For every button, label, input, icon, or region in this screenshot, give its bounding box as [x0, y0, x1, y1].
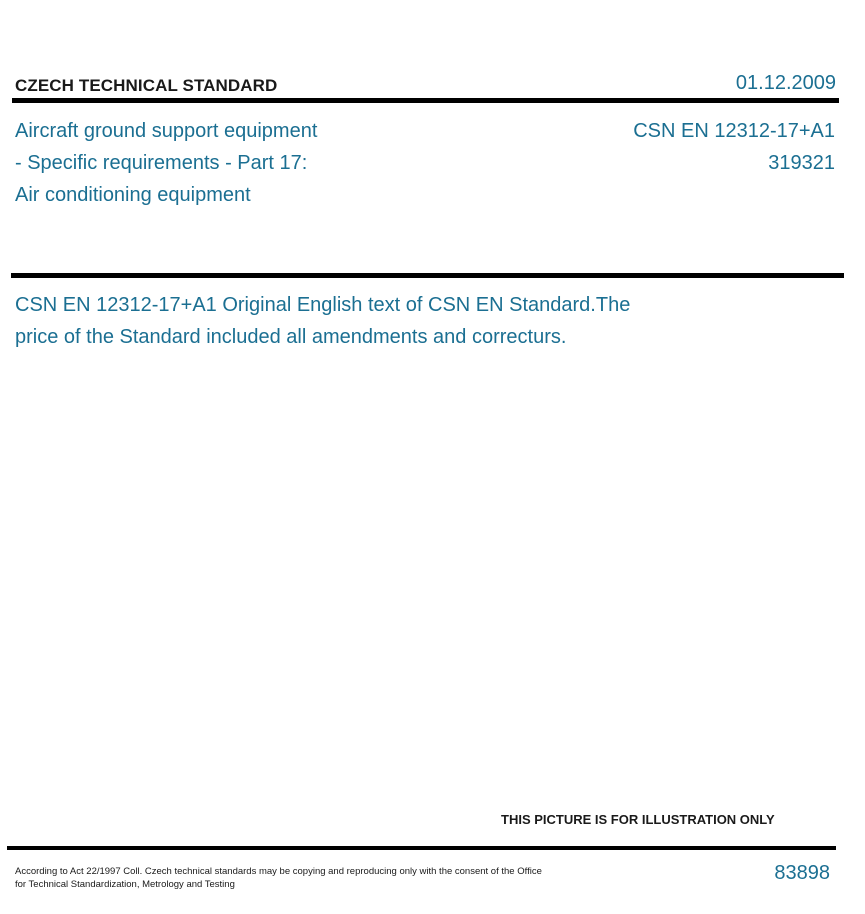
title-line: Aircraft ground support equipment — [15, 120, 318, 142]
middle-divider — [11, 273, 844, 278]
bottom-divider — [7, 846, 836, 850]
title-line: Air conditioning equipment — [15, 184, 251, 206]
title-line: - Specific requirements - Part 17: — [15, 152, 308, 174]
description-line: CSN EN 12312-17+A1 Original English text of CSN EN Standard.The — [15, 294, 631, 316]
catalog-code: 83898 — [774, 862, 830, 884]
standard-identifiers — [633, 115, 835, 179]
class-number: 319321 — [768, 152, 835, 174]
document-heading: CZECH TECHNICAL STANDARD — [15, 76, 278, 95]
illustration-note: THIS PICTURE IS FOR ILLUSTRATION ONLY — [501, 812, 775, 827]
legal-notice — [15, 865, 595, 891]
description-line: price of the Standard included all amendments and correcturs. — [15, 326, 567, 348]
standard-description — [15, 289, 715, 353]
publication-date: 01.12.2009 — [735, 72, 836, 94]
top-divider — [12, 98, 839, 103]
standard-title — [15, 115, 375, 211]
standard-designation: CSN EN 12312-17+A1 — [633, 120, 835, 142]
legal-line: for Technical Standardization, Metrology and Testing — [15, 879, 235, 890]
legal-line: According to Act 22/1997 Coll. Czech technical standards may be copying and reproducing only with the consent of the Office — [15, 866, 542, 877]
